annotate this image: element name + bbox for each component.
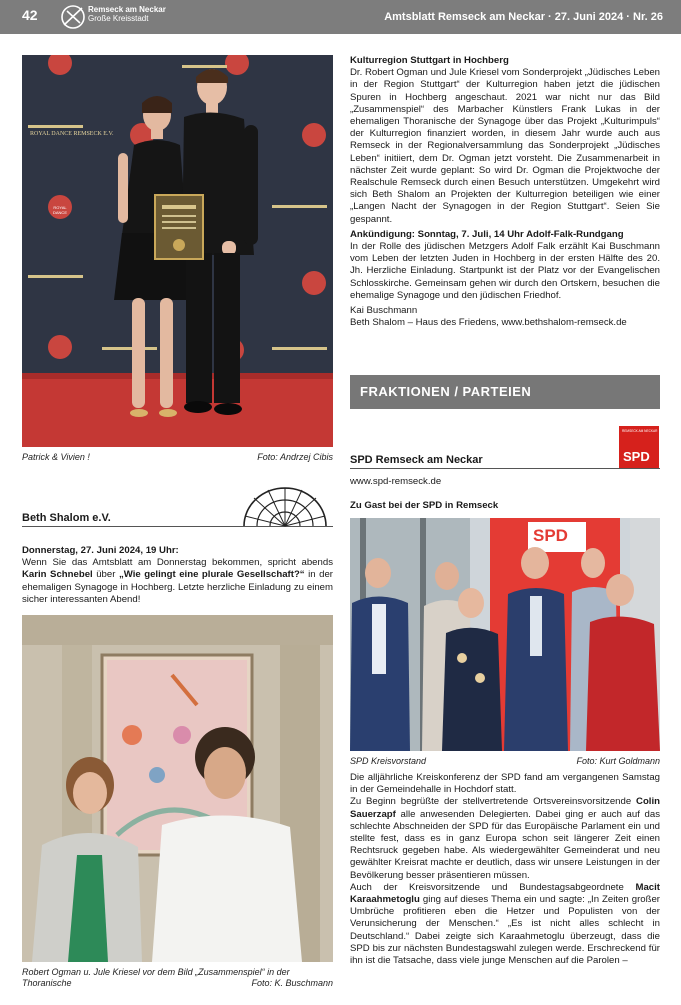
beth-shalom-article — [22, 545, 333, 606]
kulturregion-body: Dr. Robert Ogman und Jule Kriesel vom Sonderprojekt „Jüdisches Leben in der Region Stuttgart“ der Kulturregion haben jetzt die jüdischen Spuren in Hochberg angeschaut. 2021 war nicht nur das Bild „Zusammenspiel“ des Marbacher Künstlers Frank Lukas in der ehemaligen Thoranische der Synagoge über das Projekt „Kulturimpuls“ der Kulturregion finanziert worden, in diesem Jahr wurde auch aus Remseck in der Regionalversammlung das Sonderprojekt „Jüdisches Leben“ initiiert, dem Dr. Ogman jetzt vorsteht. Die Zusammenarbeit in nächster Zeit wurde geplant: So wird Dr. Ogman die Projektwoche der Realschule Remseck durch einen Besuch unterstützen. Umgekehrt wird sich Beth Shalom an Projekten der Kulturregion beteiligen wie einer „Langen Nacht der Synagogen in der Region Stuttgart“. Seien Sie gespannt. — [350, 67, 660, 225]
spd-photo-caption: SPD Kreisvorstand Foto: Kurt Goldmann — [350, 756, 660, 766]
signature-org: Beth Shalom – Haus des Friedens, www.bethshalom-remseck.de — [350, 317, 627, 329]
page-number: 42 — [22, 7, 38, 23]
publication-title: Amtsblatt Remseck am Neckar · 27. Juni 2024 · Nr. 26 — [384, 11, 663, 23]
backdrop-badge: ROYAL DANCE — [52, 205, 67, 215]
backdrop-text: ROYAL DANCE REMSECK E.V. — [30, 131, 114, 137]
synagogue-window-icon — [240, 486, 330, 528]
org-name: Remseck am Neckar Große Kreisstadt — [88, 5, 166, 23]
kulturregion-heading: Kulturregion Stuttgart in Hochberg — [350, 55, 509, 66]
announcement-body: In der Rolle des jüdischen Metzgers Adolf Falk erzählt Kai Buschmann vom Leben der letzten Juden in Hochberg in der ersten Hälfte des 20. Jh. Herzliche Einladung. Startpunkt ist der Platz vor der Evangelischen Schlosskirche. Gemeinsam gehen wir durch den Ortskern, besuchen die ehemalige Synagoge und den jüdischen Friedhof. — [350, 241, 660, 301]
spd-paragraph-1: Die alljährliche Kreiskonferenz der SPD fand am vergangenen Samstag in der Gemeindehalle in Hochdorf statt. — [350, 772, 660, 796]
spd-photo — [350, 518, 660, 751]
beth-body: Wenn Sie das Amtsblatt am Donnerstag bekommen, spricht abends Karin Schnebel über „Wie gelingt eine plurale Gesellschaft?“ in der ehemaligen Synagoge in Hochberg. Letzte herzliche Einladung zu einem sicher interessanten Abend! — [22, 557, 333, 605]
spd-photo-sign: SPD — [533, 526, 568, 545]
dance-photo-caption: Patrick & Vivien ! Foto: Andrzej Cibis — [22, 452, 333, 462]
kulturregion-article — [350, 55, 660, 329]
beth-shalom-heading: Beth Shalom e.V. — [22, 512, 333, 527]
spd-paragraph-2: Zu Beginn begrüßte der stellvertretende Ortsvereinsvorsitzende Colin Sauerzapf alle anwesenden Delegierten. Dabei ging er auch auf das schlechte Abschneiden der SPD für das Europäische Parlament ein und stellte fest, dass es in ganz Europa schon seit längerer Zeit einen Rechtsruck gegeben habe. Als wiedergewählter Gemeinderat und neu gewählter Kreisrat machte er deutlich, dass wir unsere Leistungen in der Bevölkerung besser präsentieren müssen. — [350, 796, 660, 881]
spd-paragraph-3: Auch der Kreisvorsitzende und Bundestagsabgeordnete Macit Karaahmetoglu ging auf dieses Thema ein und sagte: „In Zeiten großer Umbrüche profitieren eben die Hetzer und Populisten von der Verunsicherung der Menschen.“ „Es ist nicht alles schlecht in Deutschland.“ Dabei zeigte sich Karaahmetoglu überzeugt, dass die SPD bis zur nächsten Bundestagswahl zulegen werde. Erschreckend für ihn ist die Tatsache, dass viele junge Menschen auf die Parolen – — [350, 881, 660, 967]
synagogue-photo-caption: Robert Ogman u. Jule Kriesel vor dem Bild „Zusammenspiel“ in der Thoranische Foto: K. Buschmann — [22, 967, 333, 988]
page-header — [0, 0, 681, 34]
announcement-heading: Ankündigung: Sonntag, 7. Juli, 14 Uhr Adolf-Falk-Rundgang — [350, 228, 624, 240]
spd-url: www.spd-remseck.de — [350, 476, 442, 487]
spd-logo: REMSECK AM NECKAR SPD — [619, 426, 659, 468]
signature-name: Kai Buschmann — [350, 305, 418, 317]
synagogue-photo — [22, 615, 333, 962]
spd-subhead: Zu Gast bei der SPD in Remseck — [350, 500, 499, 511]
beth-subhead: Donnerstag, 27. Juni 2024, 19 Uhr: — [22, 545, 179, 556]
city-logo-icon — [60, 3, 86, 31]
section-banner: FRAKTIONEN / PARTEIEN — [350, 375, 660, 409]
dance-photo — [22, 55, 333, 447]
spd-heading: SPD Remseck am Neckar — [350, 454, 660, 469]
spd-article — [350, 772, 660, 967]
